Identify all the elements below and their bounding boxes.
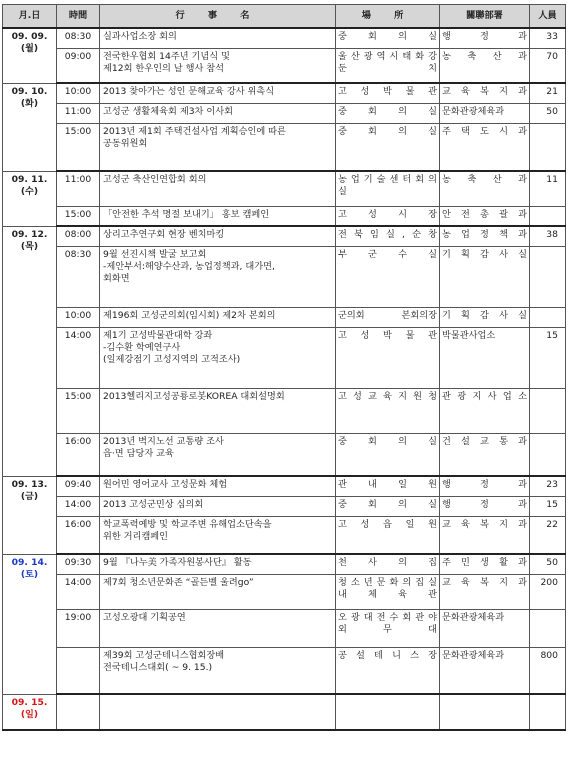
table-row <box>3 226 566 246</box>
count-cell: 21 <box>530 83 566 103</box>
count-cell <box>530 433 566 476</box>
time-cell: 09:40 <box>57 476 100 496</box>
table-row <box>3 694 566 730</box>
event-cell: 제7회 청소년문화존 “골든벨 울려go” <box>100 574 336 609</box>
place-cell: 오 광 대 전 수 회 관 야 외 무 대 <box>336 609 440 647</box>
place-cell <box>336 694 440 730</box>
table-row <box>3 327 566 388</box>
count-cell <box>530 123 566 171</box>
time-cell <box>57 647 100 694</box>
dept-cell: 안 전 총 괄 과 <box>440 206 530 226</box>
count-cell: 38 <box>530 226 566 246</box>
event-cell: 2013년 벽지노선 교통량 조사 읍·면 담당자 교육 <box>100 433 336 476</box>
place-cell: 중 회 의 실 <box>336 103 440 123</box>
event-cell: 9월 『나누美 가족자원봉사단』 활동 <box>100 554 336 574</box>
event-cell: 상리고추연구회 현장 벤치마킹 <box>100 226 336 246</box>
header-time: 時間 <box>57 5 100 29</box>
table-row <box>3 496 566 516</box>
place-cell: 고 성 박 물 관 <box>336 83 440 103</box>
table-row <box>3 48 566 83</box>
schedule-table <box>2 4 566 731</box>
table-row <box>3 123 566 171</box>
table-row <box>3 83 566 103</box>
event-cell: 학교폭력예방 및 학교주변 유해업소단속을 위한 거리캠페인 <box>100 516 336 554</box>
place-cell: 군의회 본회의장 <box>336 307 440 327</box>
dept-cell: 관 광 지 사 업 소 <box>440 388 530 433</box>
time-cell: 14:00 <box>57 574 100 609</box>
dept-cell: 기 획 감 사 실 <box>440 307 530 327</box>
table-row <box>3 28 566 48</box>
date-cell: 09. 15. (일) <box>3 694 57 730</box>
time-cell: 15:00 <box>57 206 100 226</box>
place-cell: 농 업 기 술 센 터 회 의 실 <box>336 171 440 206</box>
count-cell: 11 <box>530 171 566 206</box>
count-cell <box>530 206 566 226</box>
date-cell: 09. 13. (금) <box>3 476 57 554</box>
dept-cell: 문화관광체육과 <box>440 103 530 123</box>
event-cell: 「안전한 추석 명절 보내기」 홍보 캠페인 <box>100 206 336 226</box>
dept-cell: 교 육 복 지 과 <box>440 83 530 103</box>
dept-cell: 행 정 과 <box>440 476 530 496</box>
count-cell: 200 <box>530 574 566 609</box>
time-cell: 15:00 <box>57 123 100 171</box>
place-cell: 중 회 의 실 <box>336 123 440 171</box>
count-cell: 15 <box>530 327 566 388</box>
table-row <box>3 388 566 433</box>
table-row <box>3 171 566 206</box>
event-cell: 고성군 축산인연합회 회의 <box>100 171 336 206</box>
date-cell: 09. 12. (목) <box>3 226 57 476</box>
event-cell: 실과사업소장 회의 <box>100 28 336 48</box>
dept-cell: 박물관사업소 <box>440 327 530 388</box>
time-cell <box>57 694 100 730</box>
time-cell: 08:00 <box>57 226 100 246</box>
place-cell: 중 회 의 실 <box>336 433 440 476</box>
event-cell: 2013 고성군민상 심의회 <box>100 496 336 516</box>
dept-cell: 농 축 산 과 <box>440 171 530 206</box>
table-row <box>3 554 566 574</box>
dept-cell: 교 육 복 지 과 <box>440 516 530 554</box>
event-cell: 9월 선진시책 발굴 보고회 -제안부서:해양수산과, 농업정책과, 대가면, 회화면 <box>100 246 336 307</box>
date-cell: 09. 10. (화) <box>3 83 57 171</box>
dept-cell: 농 업 정 책 과 <box>440 226 530 246</box>
event-cell: 2013 찾아가는 성인 문해교육 강사 위촉식 <box>100 83 336 103</box>
date-cell: 09. 09. (월) <box>3 28 57 83</box>
schedule-body <box>3 28 566 730</box>
place-cell: 고 성 박 물 관 <box>336 327 440 388</box>
dept-cell: 건 설 교 통 과 <box>440 433 530 476</box>
time-cell: 11:00 <box>57 171 100 206</box>
header-place: 場 所 <box>336 5 440 29</box>
time-cell: 10:00 <box>57 307 100 327</box>
header-count: 人員 <box>530 5 566 29</box>
count-cell: 22 <box>530 516 566 554</box>
place-cell: 고 성 시 장 <box>336 206 440 226</box>
table-row <box>3 103 566 123</box>
count-cell: 50 <box>530 554 566 574</box>
header-row <box>3 5 566 29</box>
time-cell: 15:00 <box>57 388 100 433</box>
schedule-sheet <box>2 4 565 731</box>
time-cell: 14:00 <box>57 496 100 516</box>
header-dept: 關聯部署 <box>440 5 530 29</box>
event-cell: 제39회 고성군테니스협회장배 전국테니스대회( ~ 9. 15.) <box>100 647 336 694</box>
header-event: 行 事 名 <box>100 5 336 29</box>
table-row <box>3 516 566 554</box>
place-cell: 전 북 임 실 , 순 창 <box>336 226 440 246</box>
time-cell: 19:00 <box>57 609 100 647</box>
place-cell: 부 군 수 실 <box>336 246 440 307</box>
count-cell: 800 <box>530 647 566 694</box>
table-row <box>3 307 566 327</box>
event-cell: 제196회 고성군의회(임시회) 제2차 본회의 <box>100 307 336 327</box>
dept-cell: 주 택 도 시 과 <box>440 123 530 171</box>
table-row <box>3 647 566 694</box>
event-cell: 고성군 생활체육회 제3차 이사회 <box>100 103 336 123</box>
count-cell <box>530 246 566 307</box>
table-row <box>3 476 566 496</box>
place-cell: 고 성 교 육 지 원 청 <box>336 388 440 433</box>
time-cell: 14:00 <box>57 327 100 388</box>
time-cell: 09:00 <box>57 48 100 83</box>
dept-cell: 행 정 과 <box>440 28 530 48</box>
event-cell <box>100 694 336 730</box>
count-cell <box>530 388 566 433</box>
count-cell <box>530 609 566 647</box>
dept-cell: 문화관광체육과 <box>440 647 530 694</box>
count-cell: 15 <box>530 496 566 516</box>
place-cell: 울 산 광 역 시 태 화 강 둔 치 <box>336 48 440 83</box>
count-cell <box>530 694 566 730</box>
count-cell <box>530 307 566 327</box>
count-cell: 33 <box>530 28 566 48</box>
dept-cell: 주 민 생 활 과 <box>440 554 530 574</box>
time-cell: 16:00 <box>57 433 100 476</box>
time-cell: 10:00 <box>57 83 100 103</box>
time-cell: 09:30 <box>57 554 100 574</box>
table-row <box>3 206 566 226</box>
time-cell: 08:30 <box>57 246 100 307</box>
dept-cell: 농 축 산 과 <box>440 48 530 83</box>
time-cell: 08:30 <box>57 28 100 48</box>
table-row <box>3 433 566 476</box>
table-row <box>3 574 566 609</box>
place-cell: 중 회 의 실 <box>336 28 440 48</box>
place-cell: 공 설 테 니 스 장 <box>336 647 440 694</box>
date-cell: 09. 11. (수) <box>3 171 57 226</box>
event-cell: 2013헬리지고성공룡로봇KOREA 대회설명회 <box>100 388 336 433</box>
event-cell: 2013년 제1회 주택건설사업 계획승인에 따른 공동위원회 <box>100 123 336 171</box>
dept-cell <box>440 694 530 730</box>
table-row <box>3 246 566 307</box>
count-cell: 23 <box>530 476 566 496</box>
place-cell: 중 회 의 실 <box>336 496 440 516</box>
dept-cell: 문화관광체육과 <box>440 609 530 647</box>
dept-cell: 기 획 감 사 실 <box>440 246 530 307</box>
event-cell: 전국한우협회 14주년 기념식 및 제12회 한우인의 날 행사 참석 <box>100 48 336 83</box>
place-cell: 고 성 읍 일 원 <box>336 516 440 554</box>
place-cell: 청 소 년 문 화 의 집 실 내 체 육 관 <box>336 574 440 609</box>
date-cell: 09. 14. (토) <box>3 554 57 694</box>
event-cell: 고성오광대 기획공연 <box>100 609 336 647</box>
place-cell: 관 내 일 원 <box>336 476 440 496</box>
dept-cell: 교 육 복 지 과 <box>440 574 530 609</box>
place-cell: 천 사 의 집 <box>336 554 440 574</box>
count-cell: 70 <box>530 48 566 83</box>
event-cell: 원어민 영어교사 고성문화 체험 <box>100 476 336 496</box>
count-cell: 50 <box>530 103 566 123</box>
header-date: 月.日 <box>3 5 57 29</box>
table-row <box>3 609 566 647</box>
event-cell: 제1기 고성박물관대학 강좌 -김수환 학예연구사 (일제강점기 고성지역의 고적조사) <box>100 327 336 388</box>
time-cell: 11:00 <box>57 103 100 123</box>
time-cell: 16:00 <box>57 516 100 554</box>
dept-cell: 행 정 과 <box>440 496 530 516</box>
